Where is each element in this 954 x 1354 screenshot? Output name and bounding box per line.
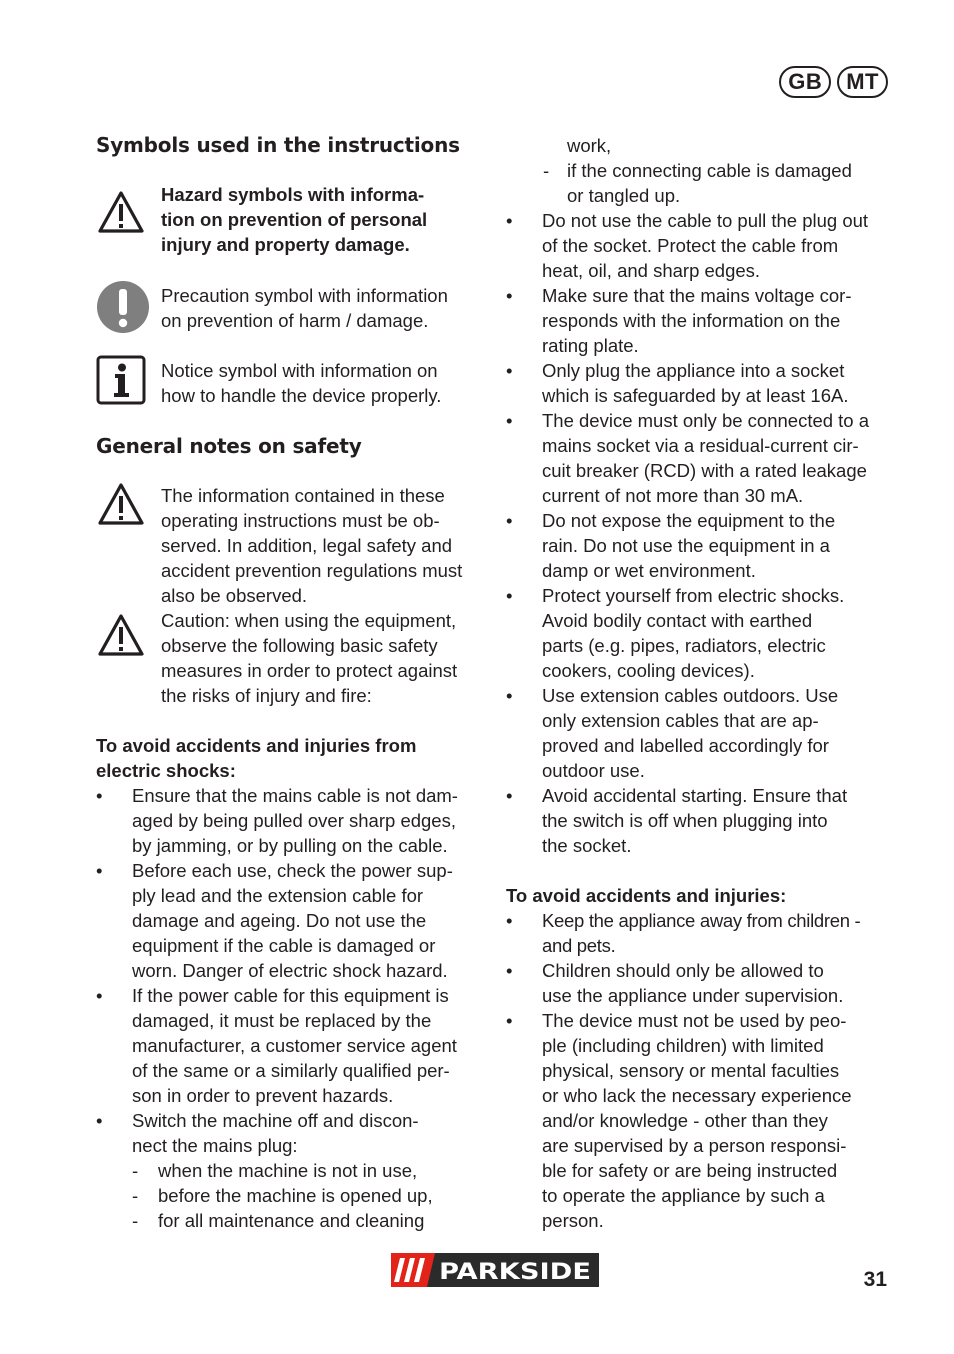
list-item: • Before each use, check the power sup- ply lead and the extension cable for damage and ageing. Do not use the equipment if the cable is damaged or worn. Danger of electric shock hazard. bbox=[96, 858, 486, 983]
language-badge-gb: GB bbox=[779, 66, 831, 98]
page-number: 31 bbox=[863, 1268, 887, 1291]
list-item: • Avoid accidental starting. Ensure that the switch is off when plugging into the socket. bbox=[506, 783, 896, 858]
list-item: • Switch the machine off and discon- nect the mains plug: bbox=[96, 1108, 486, 1158]
electric-shock-heading: To avoid accidents and injuries from electric shocks: bbox=[96, 735, 417, 781]
sub-list-item: - before the machine is opened up, bbox=[96, 1183, 486, 1208]
exclamation-circle-icon bbox=[96, 280, 150, 334]
list-item: • Keep the appliance away from children - and pets. bbox=[506, 908, 896, 958]
symbols-heading: Symbols used in the instructions bbox=[96, 133, 460, 157]
symbol-precaution-text: Precaution symbol with information on prevention of harm / damage. bbox=[161, 285, 448, 331]
safety-note-information-text: The information contained in these operating instructions must be ob- served. In addition, legal safety and accident prevention regulations must also be observed. bbox=[161, 485, 463, 606]
injuries-heading: To avoid accidents and injuries: bbox=[506, 885, 787, 906]
list-item: • Do not expose the equipment to the rain. Do not use the equipment in a damp or wet environment. bbox=[506, 508, 896, 583]
symbol-precaution bbox=[96, 283, 486, 333]
list-item: • Do not use the cable to pull the plug out of the socket. Protect the cable from heat, oil, and sharp edges. bbox=[506, 208, 896, 283]
symbol-hazard bbox=[96, 182, 486, 257]
list-item: • The device must only be connected to a mains socket via a residual-current cir- cuit breaker (RCD) with a rated leakage current of not more than 30 mA. bbox=[506, 408, 896, 508]
parkside-logo bbox=[391, 1252, 599, 1288]
list-item: • Use extension cables outdoors. Use only extension cables that are ap- proved and labelled accordingly for outdoor use. bbox=[506, 683, 896, 783]
symbol-notice-text: Notice symbol with information on how to handle the device properly. bbox=[161, 360, 442, 406]
language-badge-mt: MT bbox=[837, 66, 888, 98]
list-item: • Make sure that the mains voltage cor- responds with the information on the rating plate. bbox=[506, 283, 896, 358]
safety-note-caution-text: Caution: when using the equipment, observe the following basic safety measures in order to protect against the risks of injury and fire: bbox=[161, 610, 458, 706]
safety-heading: General notes on safety bbox=[96, 434, 362, 458]
sub-list-item: - if the connecting cable is damaged or tangled up. bbox=[506, 158, 896, 208]
info-box-icon bbox=[96, 355, 146, 405]
sub-list-item: - for all maintenance and cleaning bbox=[96, 1208, 486, 1233]
list-item: • The device must not be used by peo- ple (including children) with limited physical, sensory or mental faculties or who lack the necessary experience and/or knowledge - other than they are supervised by a person responsi- ble for safety or are being instructed to operate the appliance by such a person. bbox=[506, 1008, 896, 1233]
continued-text: work, bbox=[567, 135, 612, 156]
list-item: • Protect yourself from electric shocks. Avoid bodily contact with earthed parts (e.g. pipes, radiators, electric cookers, cooling devices). bbox=[506, 583, 896, 683]
logo-text: PARKSIDE bbox=[439, 1260, 591, 1285]
list-item: • Ensure that the mains cable is not dam- aged by being pulled over sharp edges, by jamming, or by pulling on the cable. bbox=[96, 783, 486, 858]
right-column bbox=[506, 133, 896, 1233]
list-item: • If the power cable for this equipment is damaged, it must be replaced by the manufacturer, a customer service agent of the same or a similarly qualified per- son in order to prevent hazards. bbox=[96, 983, 486, 1108]
language-badges bbox=[779, 66, 888, 98]
warning-triangle-icon bbox=[96, 481, 146, 527]
list-item: • Only plug the appliance into a socket which is safeguarded by at least 16A. bbox=[506, 358, 896, 408]
safety-note-information bbox=[96, 483, 486, 608]
left-column bbox=[96, 132, 486, 1233]
sub-list-item: - when the machine is not in use, bbox=[96, 1158, 486, 1183]
warning-triangle-icon bbox=[96, 612, 146, 658]
symbol-hazard-text: Hazard symbols with informa- tion on prevention of personal injury and property damage. bbox=[161, 184, 428, 255]
list-item: • Children should only be allowed to use the appliance under supervision. bbox=[506, 958, 896, 1008]
safety-note-caution bbox=[96, 608, 486, 708]
warning-triangle-icon bbox=[96, 189, 146, 235]
symbol-notice bbox=[96, 358, 486, 408]
